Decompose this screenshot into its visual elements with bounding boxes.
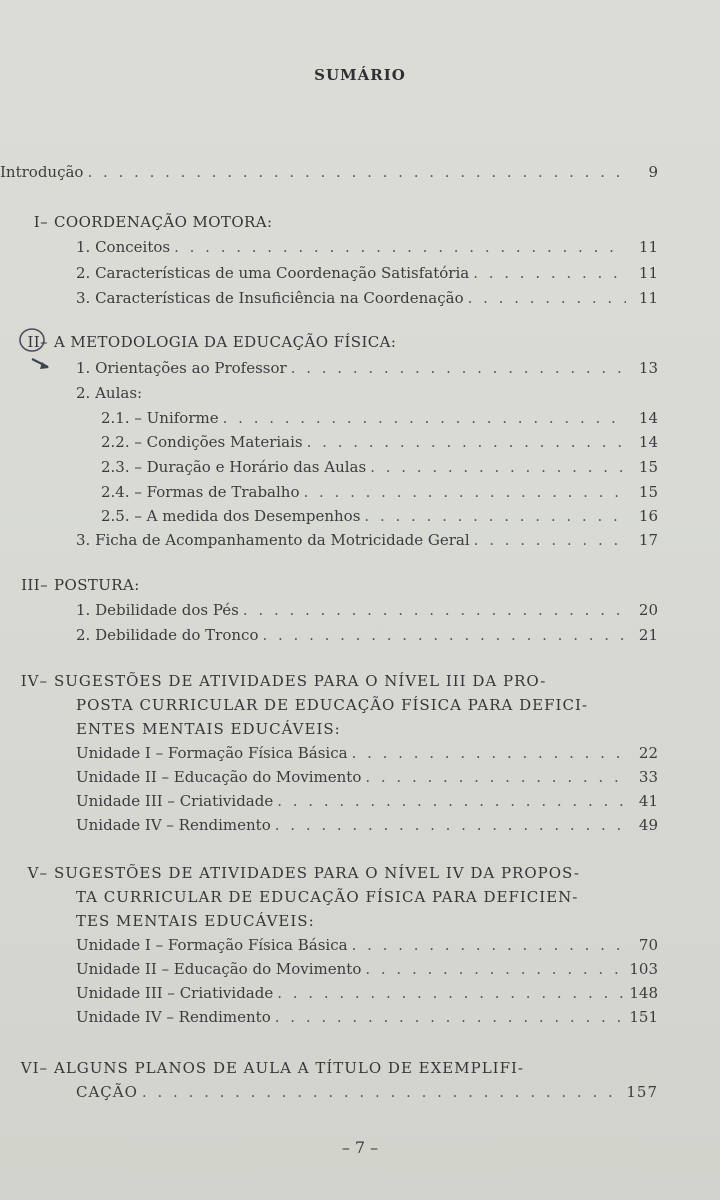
toc-entry [76,1083,658,1101]
toc-subheading [76,384,142,402]
dot-leader [307,433,626,451]
toc-entry-page: 17 [638,531,658,549]
section-number: II– [27,333,48,351]
toc-entry-page: 21 [638,626,658,644]
dot-leader [473,264,626,282]
section-title: POSTURA: [54,576,140,594]
toc-entry [76,238,658,256]
toc-entry-page: 15 [638,483,658,501]
section-number: III– [21,576,48,594]
toc-entry-label: Unidade I – Formação Física Básica [76,744,348,762]
section-title-line: ALGUNS PLANOS DE AULA A TÍTULO DE EXEMPLIFI- [54,1059,524,1077]
toc-entry-label: 1. Conceitos [76,238,171,256]
toc-entry-label: Unidade II – Educação do Movimento [76,960,362,978]
section-title-line: SUGESTÕES DE ATIVIDADES PARA O NÍVEL III DA PRO- [54,672,547,690]
section-number: VI– [20,1059,48,1077]
toc-entry [76,816,658,834]
toc-entry [76,289,658,307]
page-number: – 7 – [341,1138,379,1157]
dot-leader [142,1083,622,1101]
dot-leader [474,531,626,549]
page-title: SUMÁRIO [314,66,406,84]
dot-leader [243,601,626,619]
toc-entry-page: 16 [638,507,658,525]
toc-entry-label: Unidade I – Formação Física Básica [76,936,348,954]
dot-leader [174,238,626,256]
toc-entry-label: 1. Orientações ao Professor [76,359,287,377]
toc-entry-page: 11 [638,264,658,282]
dot-leader [275,816,626,834]
dot-leader [262,626,626,644]
toc-entry-page: 14 [638,433,658,451]
toc-entry [101,483,658,501]
toc-entry [101,507,658,525]
section-title: COORDENAÇÃO MOTORA: [54,213,273,231]
toc-entry-label: 2. Aulas: [76,384,143,402]
toc-entry-label: 2.1. – Uniforme [101,409,219,427]
section-title-line: POSTA CURRICULAR DE EDUCAÇÃO FÍSICA PARA DEFICI- [76,696,588,714]
toc-entry-page: 11 [638,289,658,307]
section-number: IV– [20,672,48,690]
toc-entry-label: 3. Ficha de Acompanhamento da Motricidade Geral [76,531,470,549]
toc-entry-page: 33 [638,768,658,786]
toc-entry-label: 2.4. – Formas de Trabalho [101,483,300,501]
toc-entry-page: 22 [638,744,658,762]
toc-entry-label: 3. Características de Insuficiência na Coordenação [76,289,464,307]
section-title-line: TA CURRICULAR DE EDUCAÇÃO FÍSICA PARA DEFICIEN- [76,888,579,906]
section-title-line: ENTES MENTAIS EDUCÁVEIS: [76,720,341,738]
section-title-line: SUGESTÕES DE ATIVIDADES PARA O NÍVEL IV DA PROPOS- [54,864,580,882]
toc-entry-page: 157 [626,1083,658,1101]
toc-entry [101,458,658,476]
dot-leader [277,984,625,1002]
toc-entry-page: 15 [638,458,658,476]
toc-entry [76,744,658,762]
toc-entry-label: Unidade III – Criatividade [76,984,274,1002]
dot-leader [275,1008,626,1026]
section-heading-4 [0,672,546,690]
toc-entry [101,409,658,427]
toc-entry-page: 103 [629,960,658,978]
toc-entry [76,936,658,954]
section-heading-2 [0,333,396,351]
toc-entry-label: Unidade III – Criatividade [76,792,274,810]
dot-leader [87,163,626,181]
toc-entry-page: 41 [638,792,658,810]
toc-entry [76,531,658,549]
toc-entry-page: 49 [638,816,658,834]
dot-leader [370,458,626,476]
section-heading-6 [0,1059,524,1077]
toc-entry-page: 11 [638,238,658,256]
toc-entry [76,792,658,810]
toc-entry-label: 1. Debilidade dos Pés [76,601,239,619]
section-heading-5 [0,864,580,882]
toc-entry-label: Unidade IV – Rendimento [76,1008,271,1026]
dot-leader [364,507,626,525]
dot-leader [468,289,626,307]
toc-entry-label: 2.2. – Condições Materiais [101,433,303,451]
section-number: V– [27,864,48,882]
section-heading-3 [0,576,140,594]
toc-entry [76,960,658,978]
toc-entry-label: 2.3. – Duração e Horário das Aulas [101,458,367,476]
toc-entry-label: CAÇÃO [76,1083,138,1101]
toc-entry-intro [0,163,658,181]
toc-entry-page: 148 [629,984,658,1002]
toc-entry-label: Unidade IV – Rendimento [76,816,271,834]
toc-entry [76,626,658,644]
dot-leader [365,960,625,978]
section-title: A METODOLOGIA DA EDUCAÇÃO FÍSICA: [54,333,397,351]
section-number: I– [33,213,48,231]
toc-entry-label: 2. Características de uma Coordenação Satisfatória [76,264,470,282]
toc-entry-page: 151 [629,1008,658,1026]
toc-entry [76,359,658,377]
toc-entry-label: Introdução [0,163,84,181]
toc-entry-label: 2.5. – A medida dos Desempenhos [101,507,361,525]
dot-leader [303,483,626,501]
toc-entry-label: 2. Debilidade do Tronco [76,626,259,644]
toc-entry [76,264,658,282]
toc-entry [76,1008,658,1026]
dot-leader [291,359,626,377]
dot-leader [223,409,626,427]
dot-leader [365,768,626,786]
toc-entry-page: 20 [638,601,658,619]
toc-entry [76,601,658,619]
section-heading-1 [0,213,272,231]
toc-entry-label: Unidade II – Educação do Movimento [76,768,362,786]
dot-leader [352,744,626,762]
dot-leader [277,792,626,810]
toc-entry-page: 70 [638,936,658,954]
toc-entry [76,768,658,786]
toc-entry-page: 13 [638,359,658,377]
toc-entry-page: 9 [648,163,658,181]
dot-leader [352,936,626,954]
toc-entry [101,433,658,451]
toc-entry-page: 14 [638,409,658,427]
section-title-line: TES MENTAIS EDUCÁVEIS: [76,912,315,930]
toc-entry [76,984,658,1002]
